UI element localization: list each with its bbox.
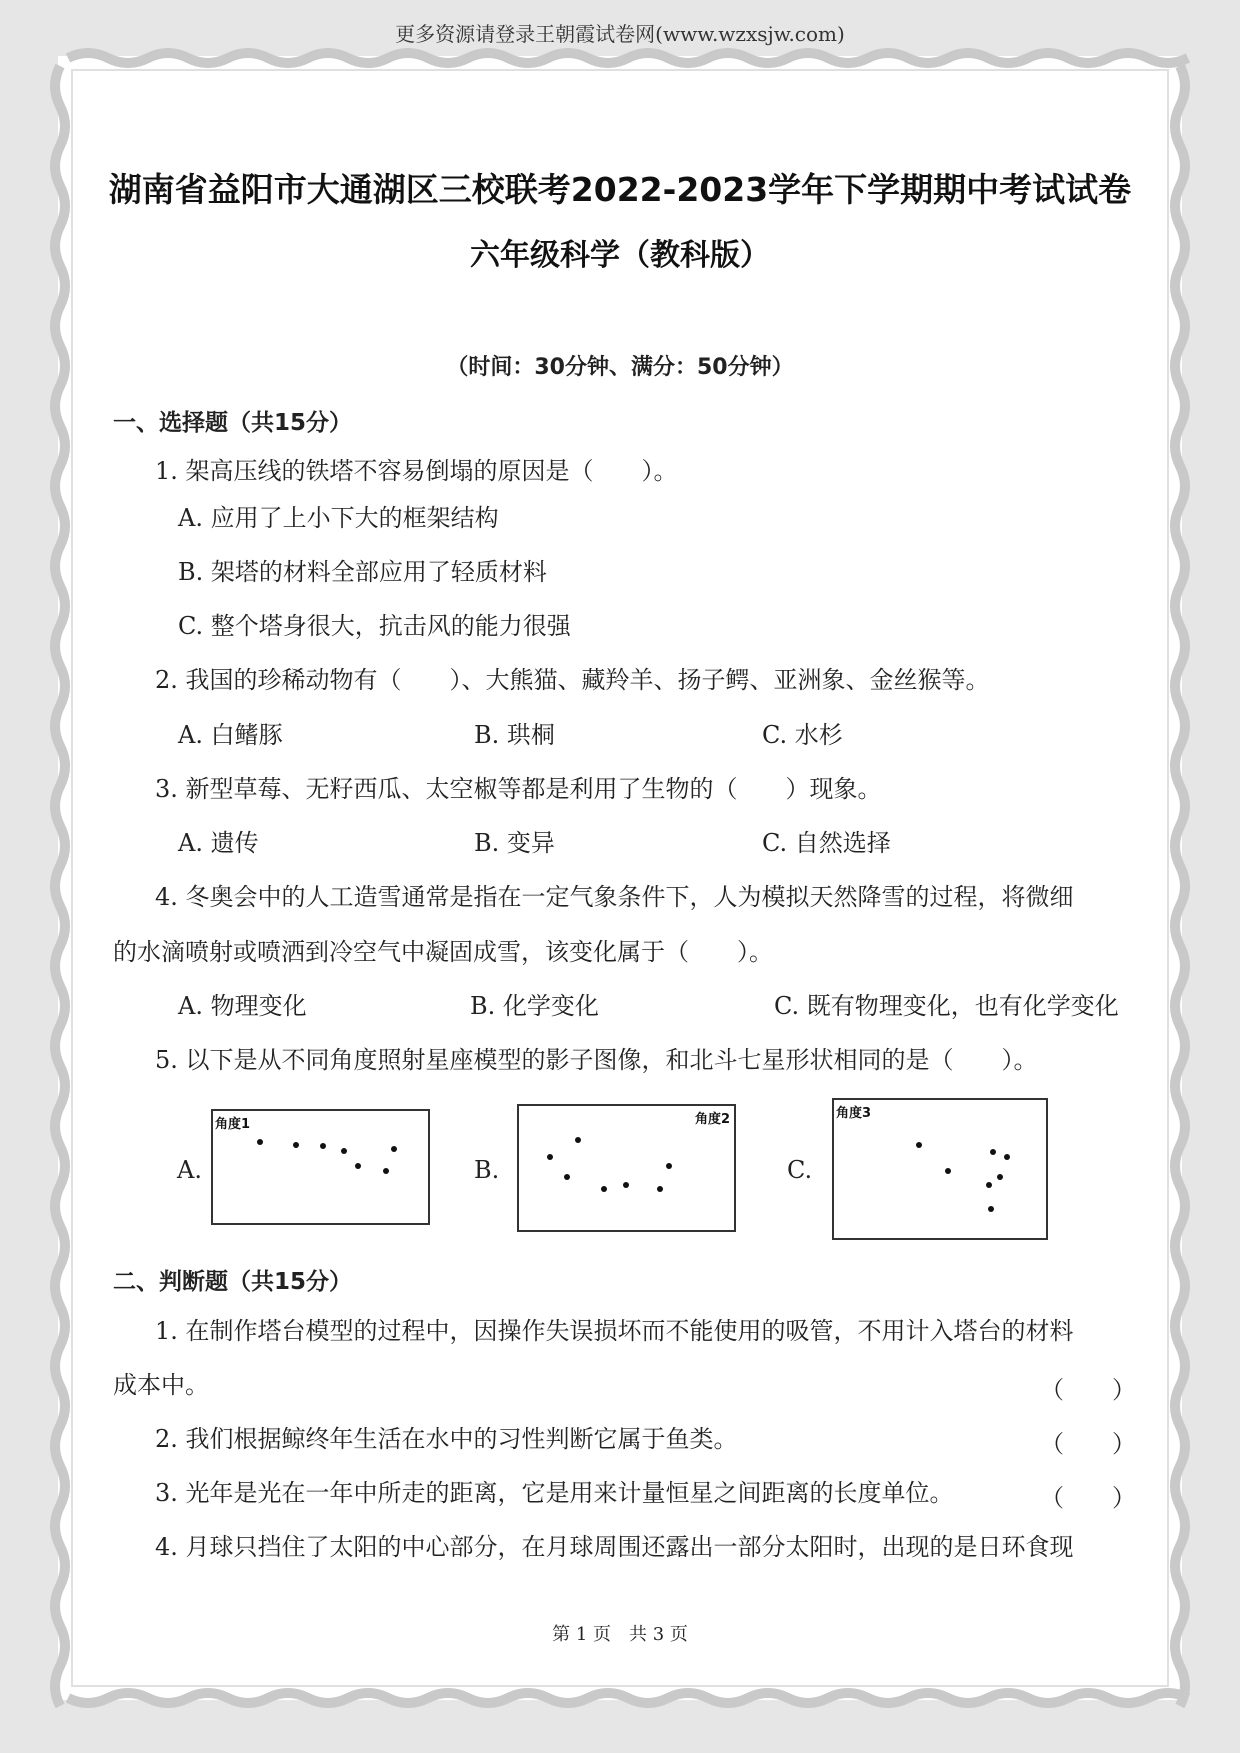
q2-option-b: B. 珙桐	[474, 721, 555, 749]
q5-stem: 5. 以下是从不同角度照射星座模型的影子图像，和北斗七星形状相同的是（ ）。	[155, 1046, 1038, 1074]
q5-option-b-letter: B.	[474, 1156, 500, 1184]
exam-subtitle: 六年级科学（教科版）	[470, 238, 770, 273]
star-dot	[986, 1182, 992, 1188]
q3-option-b: B. 变异	[474, 829, 555, 857]
star-dot	[320, 1143, 326, 1149]
q4-option-c: C. 既有物理变化，也有化学变化	[774, 992, 1119, 1020]
exam-title: 湖南省益阳市大通湖区三校联考2022-2023学年下学期期中考试试卷	[108, 170, 1132, 209]
q5-option-c-image	[832, 1098, 1048, 1240]
q1-stem: 1. 架高压线的铁塔不容易倒塌的原因是（ ）。	[155, 457, 678, 485]
q4-option-a: A. 物理变化	[178, 992, 307, 1020]
page-footer: 第 1 页 共 3 页	[552, 1624, 688, 1645]
star-dot	[666, 1163, 672, 1169]
q2-stem: 2. 我国的珍稀动物有（ ）、大熊猫、藏羚羊、扬子鳄、亚洲象、金丝猴等。	[155, 666, 990, 694]
q5-option-b-image	[517, 1104, 736, 1232]
section-heading-choice: 一、选择题（共15分）	[113, 410, 353, 436]
tf-q2-stem: 2. 我们根据鲸终年生活在水中的习性判断它属于鱼类。	[155, 1425, 738, 1453]
star-dot	[997, 1174, 1003, 1180]
q2-option-c: C. 水杉	[762, 721, 843, 749]
star-dot	[575, 1137, 581, 1143]
q4-stem: 4. 冬奥会中的人工造雪通常是指在一定气象条件下，人为模拟天然降雪的过程，将微细	[155, 883, 1074, 911]
star-dot	[657, 1186, 663, 1192]
q3-option-c: C. 自然选择	[762, 829, 891, 857]
tf-q1-answer-blank: （ ）	[1040, 1376, 1136, 1404]
star-dot	[547, 1154, 553, 1160]
q2-option-a: A. 白鳍豚	[178, 721, 283, 749]
q4-stem-continued: 的水滴喷射或喷洒到冷空气中凝固成雪，该变化属于（ ）。	[113, 938, 773, 966]
star-dot	[916, 1142, 922, 1148]
star-dot	[391, 1146, 397, 1152]
q5-option-a-image	[211, 1109, 430, 1225]
tf-q2-answer-blank: （ ）	[1040, 1430, 1136, 1458]
header-source-link: 更多资源请登录王朝霞试卷网(www.wzxsjw.com)	[395, 22, 845, 46]
angle1-label: 角度1	[215, 1117, 251, 1132]
exam-time-info: （时间：30分钟、满分：50分钟）	[446, 355, 794, 380]
q5-option-a-letter: A.	[177, 1156, 202, 1184]
tf-q3-answer-blank: （ ）	[1040, 1484, 1136, 1512]
q1-option-a: A. 应用了上小下大的框架结构	[178, 504, 499, 532]
star-dot	[293, 1142, 299, 1148]
star-dot	[257, 1139, 263, 1145]
tf-q4-stem: 4. 月球只挡住了太阳的中心部分，在月球周围还露出一部分太阳时，出现的是日环食现	[155, 1533, 1074, 1561]
star-dot	[945, 1168, 951, 1174]
star-dot	[564, 1174, 570, 1180]
star-dot	[1004, 1154, 1010, 1160]
star-dot	[341, 1148, 347, 1154]
q4-option-b: B. 化学变化	[470, 992, 599, 1020]
angle2-label: 角度2	[694, 1112, 730, 1127]
star-dot	[988, 1206, 994, 1212]
tf-q3-stem: 3. 光年是光在一年中所走的距离，它是用来计量恒星之间距离的长度单位。	[155, 1479, 954, 1507]
q3-option-a: A. 遗传	[178, 829, 259, 857]
star-dot	[990, 1149, 996, 1155]
q1-option-b: B. 架塔的材料全部应用了轻质材料	[178, 558, 547, 586]
star-dot	[383, 1168, 389, 1174]
q3-stem: 3. 新型草莓、无籽西瓜、太空椒等都是利用了生物的（ ）现象。	[155, 775, 882, 803]
section-heading-judgement: 二、判断题（共15分）	[113, 1269, 353, 1295]
q1-option-c: C. 整个塔身很大，抗击风的能力很强	[178, 612, 571, 640]
star-dot	[623, 1182, 629, 1188]
q5-option-c-letter: C.	[787, 1156, 813, 1184]
page-frame	[48, 46, 1192, 1710]
tf-q1-stem-continued: 成本中。	[113, 1371, 209, 1399]
star-dot	[355, 1163, 361, 1169]
star-dot	[601, 1186, 607, 1192]
tf-q1-stem: 1. 在制作塔台模型的过程中，因操作失误损坏而不能使用的吸管，不用计入塔台的材料	[155, 1317, 1074, 1345]
angle3-label: 角度3	[836, 1106, 872, 1121]
